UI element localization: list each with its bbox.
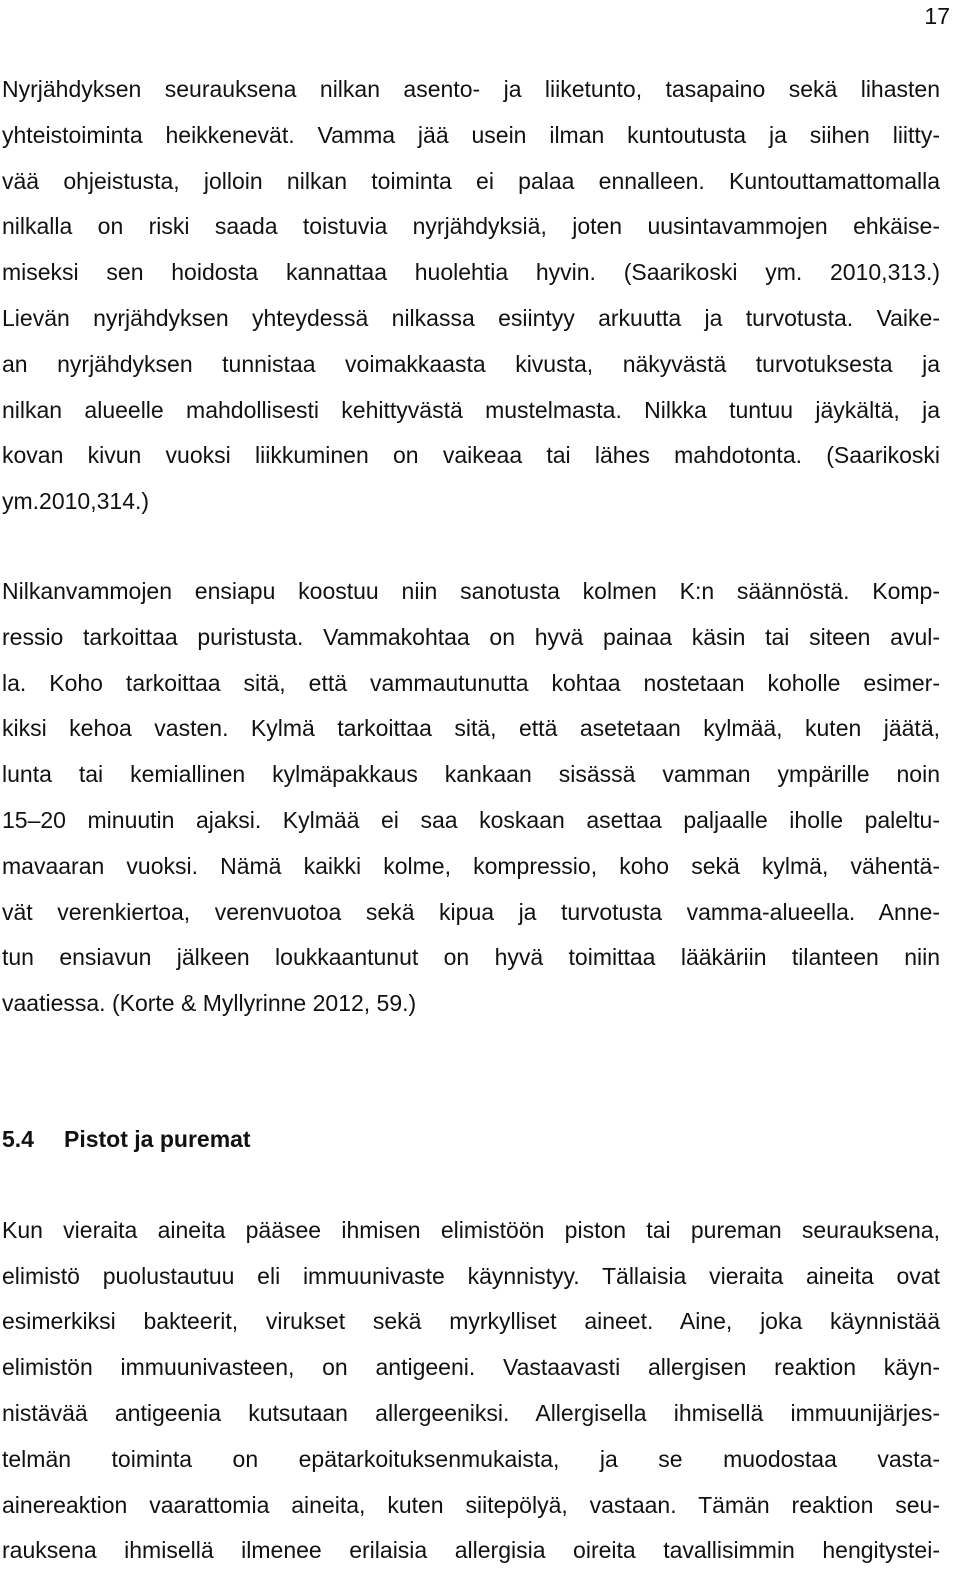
text-line: mavaaran vuoksi. Nämä kaikki kolme, kompressio, koho sekä kylmä, vähentä- — [2, 852, 940, 879]
heading-spacer — [2, 1163, 940, 1208]
text-line: lunta tai kemiallinen kylmäpakkaus kankaan sisässä vamman ympärille noin — [2, 761, 940, 788]
section-spacer — [2, 1027, 940, 1117]
paragraph-first-aid — [2, 569, 940, 1027]
document-body — [2, 67, 940, 1574]
text-line: Kun vieraita aineita pääsee ihmisen elimistöön piston tai pureman seurauksena, — [2, 1216, 940, 1243]
paragraph-spacer — [2, 525, 940, 569]
text-line: kiksi kehoa vasten. Kylmä tarkoittaa sitä, että asetetaan kylmää, kuten jäätä, — [2, 715, 940, 742]
text-line: kovan kivun vuoksi liikkuminen on vaikeaa tai lähes mahdotonta. (Saarikoski — [2, 442, 940, 469]
text-line: tun ensiavun jälkeen loukkaantunut on hyvä toimittaa lääkäriin tilanteen niin — [2, 944, 940, 971]
text-line: vaatiessa. (Korte & Myllyrinne 2012, 59.) — [2, 990, 417, 1017]
text-line: ainereaktion vaarattomia aineita, kuten siitepölyä, vastaan. Tämän reaktion seu- — [2, 1491, 940, 1518]
text-line: vät verenkiertoa, verenvuotoa sekä kipua ja turvotusta vamma-alueella. Anne- — [2, 898, 940, 925]
text-line: elimistön immuunivasteen, on antigeeni. Vastaavasti allergisen reaktion käyn- — [2, 1354, 940, 1381]
paragraph-ankle-sprain — [2, 67, 940, 525]
text-line: ressio tarkoittaa puristusta. Vammakohtaa on hyvä painaa käsin tai siteen avul- — [2, 623, 940, 650]
text-line: nilkalla on riski saada toistuvia nyrjähdyksiä, joten uusintavammojen ehkäise- — [2, 213, 940, 240]
section-title: Pistot ja puremat — [64, 1125, 251, 1152]
text-line: miseksi sen hoidosta kannattaa huolehtia hyvin. (Saarikoski ym. 2010,313.) — [2, 259, 940, 286]
text-line: ym.2010,314.) — [2, 488, 150, 515]
text-line: nilkan alueelle mahdollisesti kehittyvästä mustelmasta. Nilkka tuntuu jäykältä, ja — [2, 396, 940, 423]
text-line: nistävää antigeenia kutsutaan allergeeniksi. Allergisella ihmisellä immuunijärjes- — [2, 1399, 940, 1426]
text-line: an nyrjähdyksen tunnistaa voimakkaasta kivusta, näkyvästä turvotuksesta ja — [2, 350, 940, 377]
text-line: telmän toiminta on epätarkoituksenmukaista, ja se muodostaa vasta- — [2, 1445, 940, 1472]
text-line: rauksena ihmisellä ilmenee erilaisia allergisia oireita tavallisimmin hengitystei- — [2, 1537, 940, 1564]
section-heading — [2, 1117, 940, 1163]
section-number: 5.4 — [2, 1125, 34, 1152]
text-line: la. Koho tarkoittaa sitä, että vammautunutta kohtaa nostetaan koholle esimer- — [2, 669, 940, 696]
text-line: elimistö puolustautuu eli immuunivaste käynnistyy. Tällaisia vieraita aineita ovat — [2, 1262, 940, 1289]
text-line: Nyrjähdyksen seurauksena nilkan asento- ja liiketunto, tasapaino sekä lihasten — [2, 76, 940, 102]
text-line: 15–20 minuutin ajaksi. Kylmää ei saa koskaan asettaa paljaalle iholle paleltu- — [2, 806, 940, 833]
text-line: yhteistoiminta heikkenevät. Vamma jää usein ilman kuntoutusta ja siihen liitty- — [2, 121, 940, 148]
text-line: esimerkiksi bakteerit, virukset sekä myrkylliset aineet. Aine, joka käynnistää — [2, 1308, 940, 1335]
page-number: 17 — [924, 3, 950, 29]
text-line: Lievän nyrjähdyksen yhteydessä nilkassa esiintyy arkuutta ja turvotusta. Vaike- — [2, 304, 940, 331]
text-line: Nilkanvammojen ensiapu koostuu niin sanotusta kolmen K:n säännöstä. Komp- — [2, 577, 940, 604]
text-line: vää ohjeistusta, jolloin nilkan toiminta ei palaa ennalleen. Kuntouttamattomalla — [2, 167, 940, 194]
paragraph-stings-bites — [2, 1208, 940, 1574]
